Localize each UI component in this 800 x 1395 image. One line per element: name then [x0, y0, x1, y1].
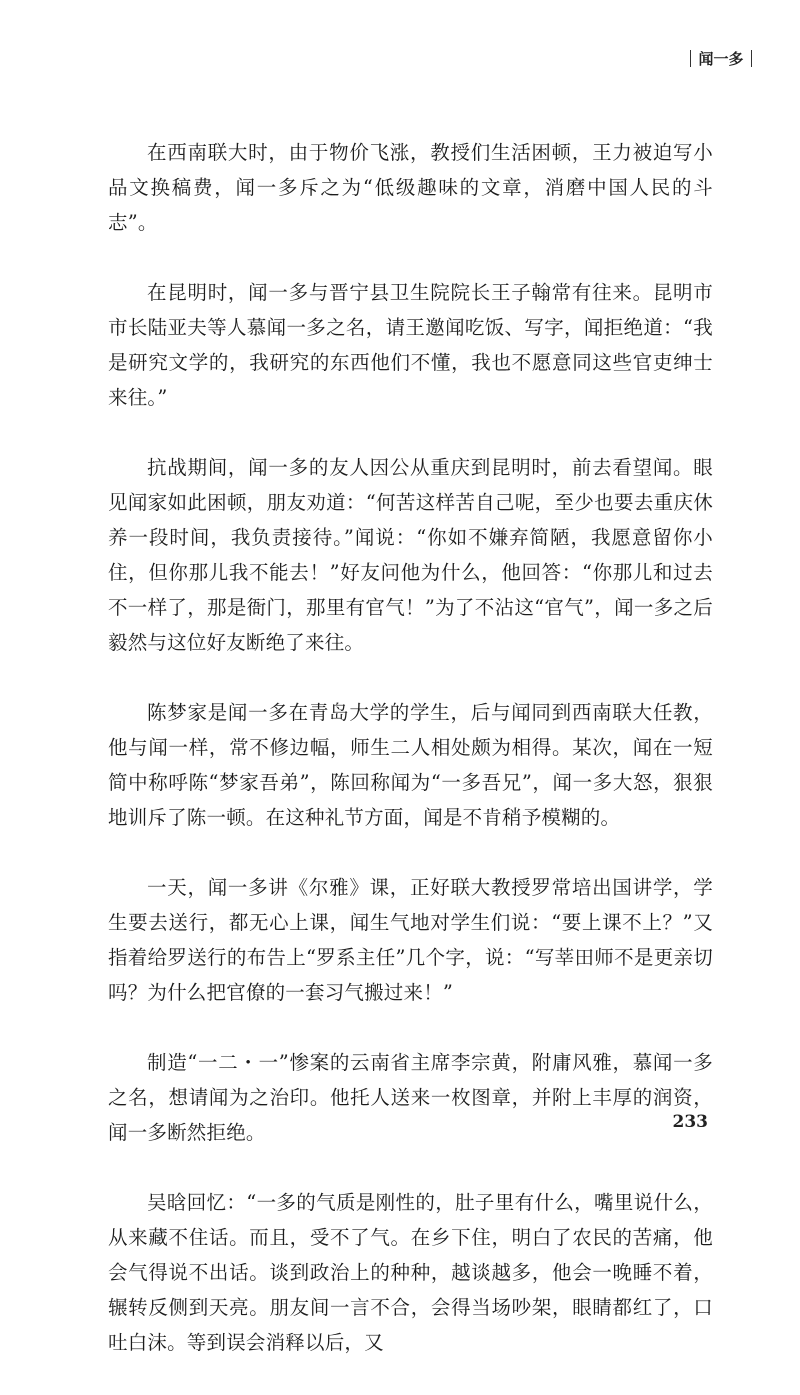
paragraph: 吴晗回忆：“一多的气质是刚性的，肚子里有什么，嘴里说什么，从来藏不住话。而且，受不了气。在乡下住，明白了农民的苦痛，他会气得说不出话。谈到政治上的种种，越谈越多，他会一晚睡不着，辗转反侧到天亮。朋友间一言不合，会得当场吵架，眼睛都红了，口吐白沫。等到误会消释以后，又	[108, 1191, 713, 1354]
paragraph: 陈梦家是闻一多在青岛大学的学生，后与闻同到西南联大任教，他与闻一样，常不修边幅，师生二人相处颇为相得。某次，闻在一短简中称呼陈“梦家吾弟”，陈回称闻为“一多吾兄”，闻一多大怒，狠狠地训斥了陈一顿。在这种礼节方面，闻是不肯稍予模糊的。	[108, 701, 713, 829]
page-number: 233	[672, 1112, 708, 1132]
section-title: 闻一多	[698, 50, 744, 68]
paragraph: 抗战期间，闻一多的友人因公从重庆到昆明时，前去看望闻。眼见闻家如此困顿，朋友劝道：“何苦这样苦自己呢，至少也要去重庆休养一段时间，我负责接待。”闻说：“你如不嫌弃简陋，我愿意留你小住，但你那儿我不能去！”好友问他为什么，他回答：“你那儿和过去不一样了，那是衙门，那里有官气！”为了不沾这“官气”，闻一多之后毅然与这位好友断绝了来往。	[108, 456, 713, 654]
running-header	[690, 48, 752, 69]
page-body	[108, 135, 713, 1395]
paragraph: 在西南联大时，由于物价飞涨，教授们生活困顿，王力被迫写小品文换稿费，闻一多斥之为“低级趣味的文章，消磨中国人民的斗志”。	[108, 141, 713, 234]
paragraph: 一天，闻一多讲《尔雅》课，正好联大教授罗常培出国讲学，学生要去送行，都无心上课，闻生气地对学生们说：“要上课不上？”又指着给罗送行的布告上“罗系主任”几个字，说：“写莘田师不是更亲切吗？为什么把官僚的一套习气搬过来！”	[108, 876, 713, 1004]
header-left-divider	[690, 50, 692, 67]
header-right-divider	[751, 50, 753, 67]
paragraph: 在昆明时，闻一多与晋宁县卫生院院长王子翰常有往来。昆明市市长陆亚夫等人慕闻一多之名，请王邀闻吃饭、写字，闻拒绝道：“我是研究文学的，我研究的东西他们不懂，我也不愿意同这些官吏绅士来往。”	[108, 281, 713, 409]
paragraph: 制造“一二・一”惨案的云南省主席李宗黄，附庸风雅，慕闻一多之名，想请闻为之治印。他托人送来一枚图章，并附上丰厚的润资，闻一多断然拒绝。	[108, 1051, 713, 1144]
